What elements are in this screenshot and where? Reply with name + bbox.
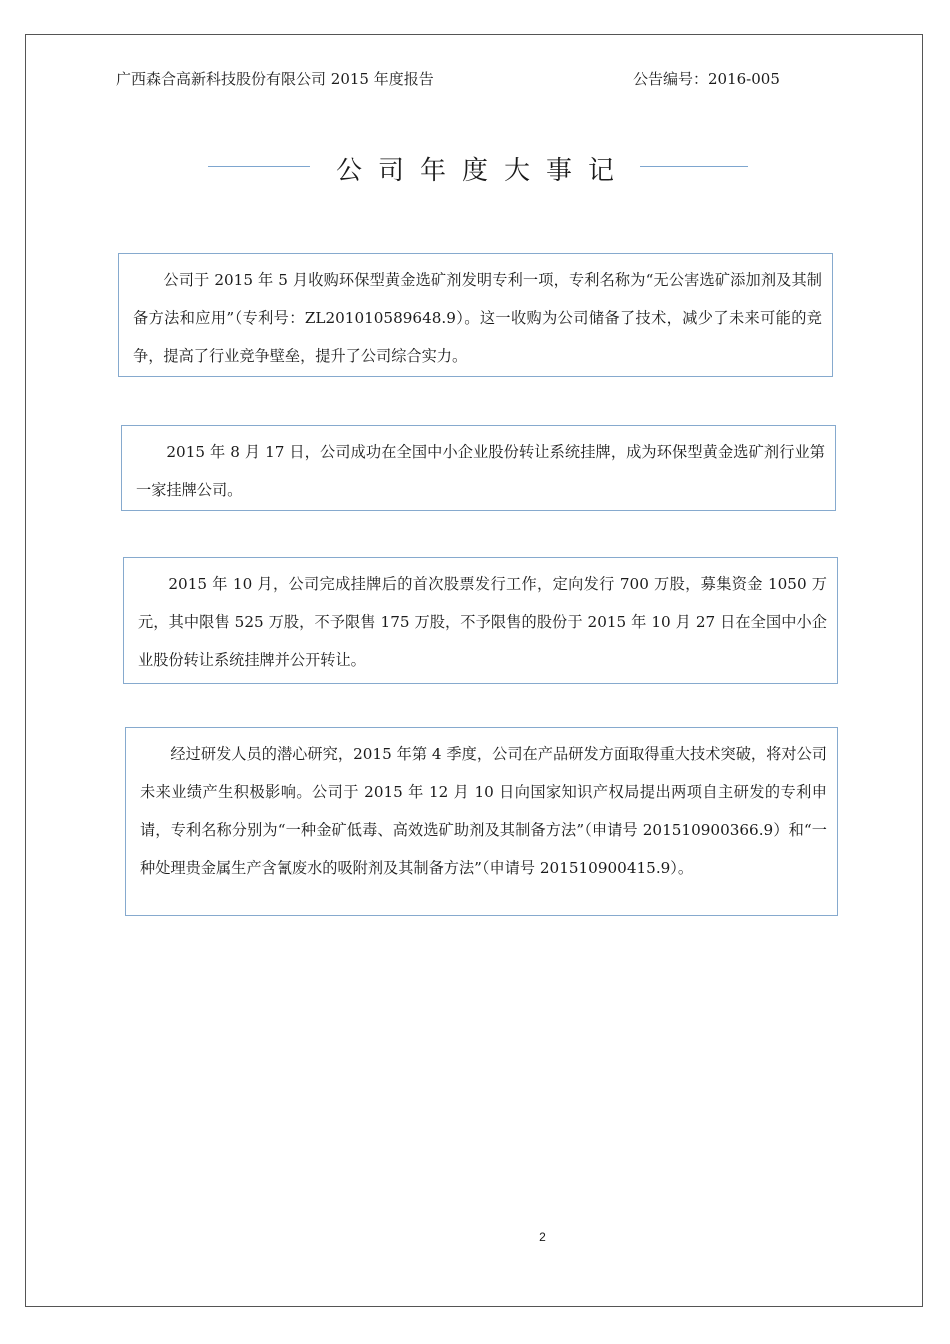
page-number: 2 xyxy=(539,1230,546,1244)
event-text: 2015 年 8 月 17 日，公司成功在全国中小企业股份转让系统挂牌，成为环保型黄金选矿剂行业第一家挂牌公司。 xyxy=(136,443,825,499)
event-text: 经过研发人员的潜心研究，2015 年第 4 季度，公司在产品研发方面取得重大技术突破，将对公司未来业绩产生积极影响。公司于 2015 年 12 月 10 日向国家知识产权局提出两项自主研发的专利申请，专利名称分别为“一种金矿低毒、高效选矿助剂及其制备方法”（申请号 201510900366.9）和“一种处理贵金属生产含氰废水的吸附剂及其制备方法”（申请号 201510900415.9）。 xyxy=(140,745,827,877)
header-announcement-number: 公告编号：2016-005 xyxy=(633,70,780,88)
page-title: 公司年度大事记 xyxy=(335,156,630,186)
event-box-share-issuance xyxy=(123,557,838,684)
header-company-report: 广西森合高新科技股份有限公司 2015 年度报告 xyxy=(116,70,434,88)
event-text: 公司于 2015 年 5 月收购环保型黄金选矿剂发明专利一项，专利名称为“无公害选矿添加剂及其制备方法和应用”（专利号：ZL201010589648.9）。这一收购为公司储备了技术，减少了未来可能的竞争，提高了行业竞争壁垒，提升了公司综合实力。 xyxy=(133,271,822,365)
event-box-patent-acquisition xyxy=(118,253,833,377)
title-rule-right xyxy=(640,166,748,167)
title-rule-left xyxy=(208,166,310,167)
event-box-listing xyxy=(121,425,836,511)
event-text: 2015 年 10 月，公司完成挂牌后的首次股票发行工作，定向发行 700 万股，募集资金 1050 万元，其中限售 525 万股，不予限售 175 万股，不予限售的股份于 2015 年 10 月 27 日在全国中小企业股份转让系统挂牌并公开转让。 xyxy=(138,575,827,669)
event-box-rd-breakthrough xyxy=(125,727,838,916)
